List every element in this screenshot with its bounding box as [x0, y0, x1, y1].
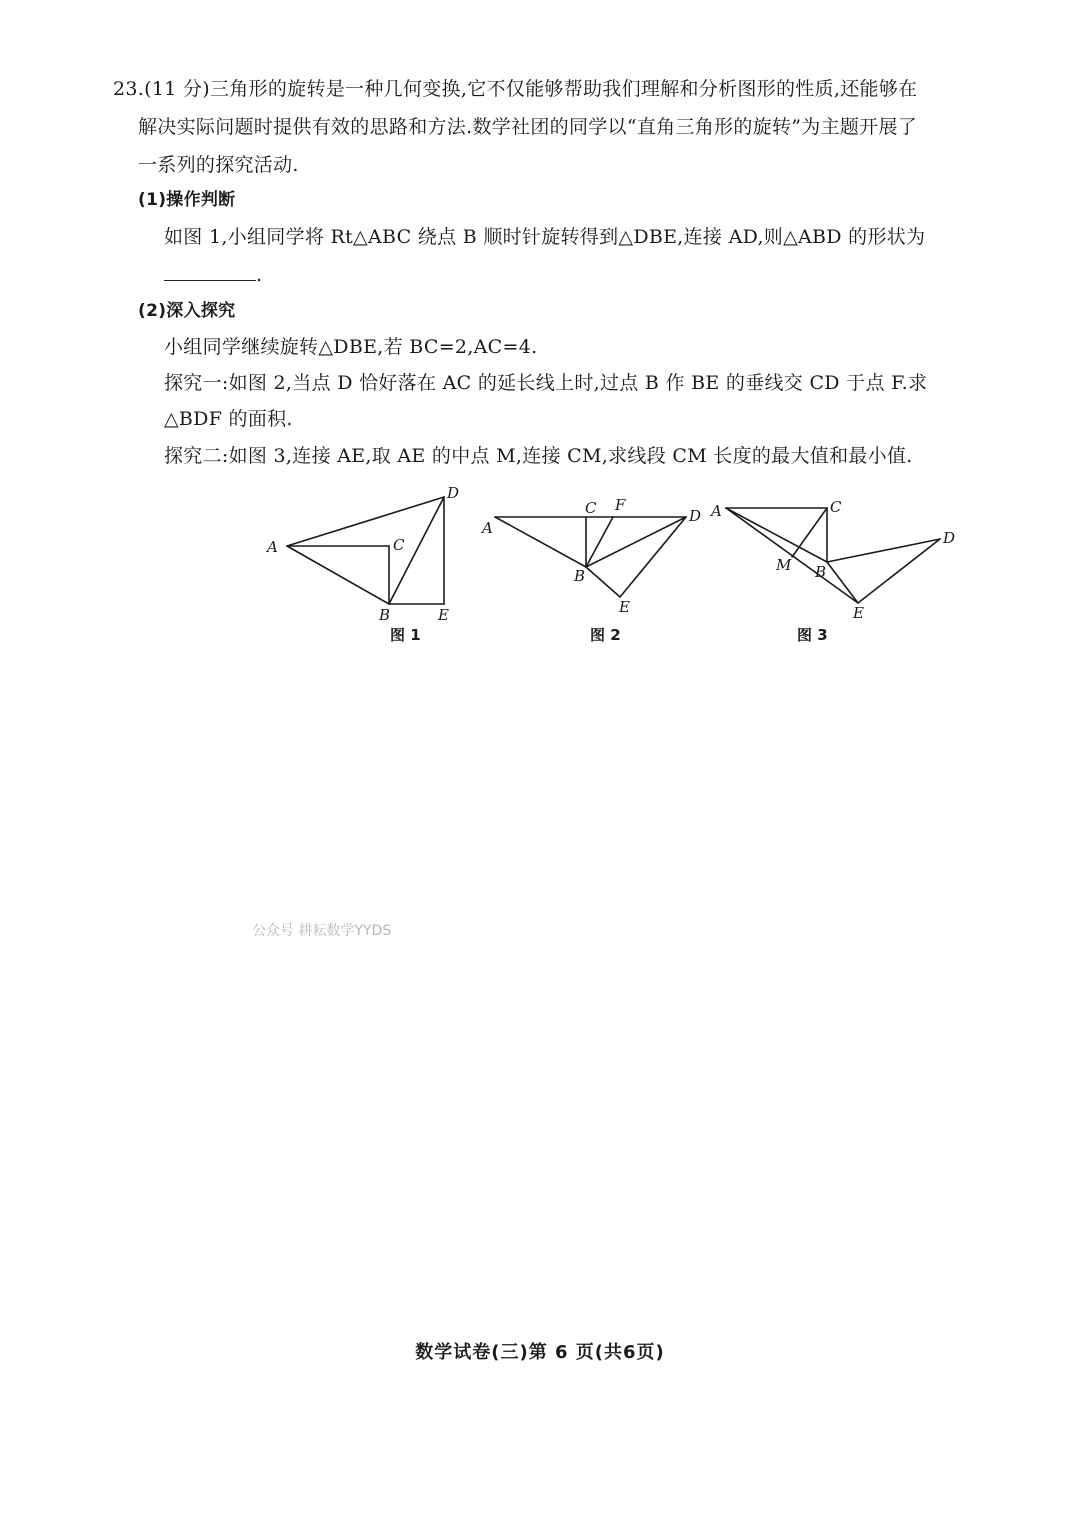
- figure-1: [262, 484, 482, 644]
- fig2-segment-DE: [620, 517, 686, 597]
- question-intro-line-3: 一系列的探究活动.: [138, 154, 299, 176]
- fig3-segment-BD: [827, 539, 940, 562]
- fig3-segment-CM: [792, 508, 827, 557]
- fig3-label-E: E: [853, 604, 864, 622]
- fig2-label-D: D: [689, 507, 702, 525]
- page-footer: 数学试卷(三)第 6 页(共6页): [415, 1342, 665, 1363]
- explore2-text: 探究二:如图 3,连接 AE,取 AE 的中点 M,连接 CM,求线段 CM 长度的最大值和最小值.: [164, 445, 913, 467]
- part1-text: 如图 1,小组同学将 Rt△ABC 绕点 B 顺时针旋转得到△DBE,连接 AD,则△ABD 的形状为: [164, 226, 926, 248]
- figure-3: [706, 484, 966, 644]
- fig1-label-B: B: [379, 606, 391, 624]
- fig2-label-B: B: [574, 567, 586, 585]
- question-intro-line-1: 23.(11 分)三角形的旋转是一种几何变换,它不仅能够帮助我们理解和分析图形的性质,还能够在: [113, 78, 918, 100]
- fig2-label-A: A: [482, 519, 493, 537]
- fig3-segment-AB: [726, 508, 827, 562]
- fig2-label-E: E: [619, 598, 630, 616]
- fig3-label-C: C: [830, 498, 842, 516]
- fig3-label-M: M: [776, 556, 792, 574]
- fig3-caption: 图 3: [797, 626, 828, 644]
- fig1-label-A: A: [267, 538, 278, 556]
- answer-blank[interactable]: [164, 262, 256, 281]
- fig3-segment-DE: [858, 539, 940, 603]
- fig3-segment-BE: [827, 562, 858, 603]
- fig3-label-A: A: [711, 502, 722, 520]
- fig3-segment-AE: [726, 508, 858, 603]
- explore1-line-1: 探究一:如图 2,当点 D 恰好落在 AC 的延长线上时,过点 B 作 BE 的垂线交 CD 于点 F.求: [164, 372, 928, 394]
- fig3-label-D: D: [943, 529, 956, 547]
- fig2-caption: 图 2: [590, 626, 621, 644]
- watermark: 公众号 耕耘数学YYDS: [252, 923, 392, 939]
- fig1-label-D: D: [447, 484, 460, 502]
- part2-title: (2)深入探究: [138, 301, 236, 321]
- fig1-caption: 图 1: [390, 626, 421, 644]
- fig1-label-E: E: [438, 606, 449, 624]
- part1-end-period: .: [256, 264, 263, 286]
- fig2-label-F: F: [615, 496, 626, 514]
- fig2-label-C: C: [585, 499, 597, 517]
- part1-answer-line: [164, 262, 262, 288]
- question-intro-line-2: 解决实际问题时提供有效的思路和方法.数学社团的同学以“直角三角形的旋转”为主题开展了: [138, 116, 918, 138]
- fig2-segment-BD: [586, 517, 686, 567]
- part1-title: (1)操作判断: [138, 190, 236, 210]
- figure-2: [478, 484, 708, 644]
- explore1-line-2: △BDF 的面积.: [164, 408, 293, 430]
- fig2-segment-BE: [586, 567, 620, 597]
- fig1-label-C: C: [393, 536, 405, 554]
- part2-text: 小组同学继续旋转△DBE,若 BC=2,AC=4.: [164, 336, 538, 358]
- fig3-label-B: B: [815, 563, 827, 581]
- fig1-segment-AD: [287, 497, 444, 546]
- fig1-segment-AB: [287, 546, 389, 604]
- fig2-segment-AB: [495, 517, 586, 567]
